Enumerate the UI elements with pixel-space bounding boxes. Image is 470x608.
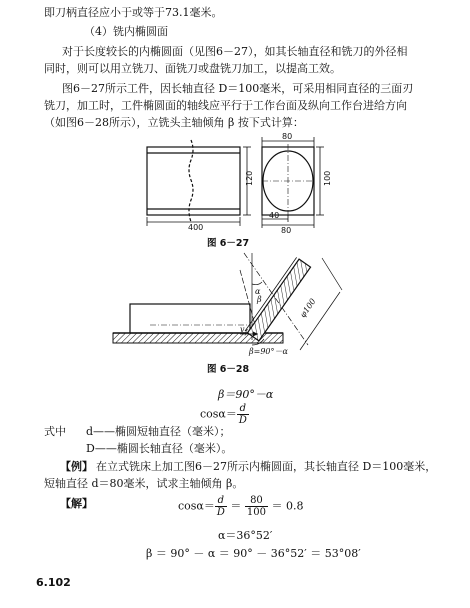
- dim-side: 100: [323, 170, 332, 186]
- label-alpha: α: [255, 287, 261, 296]
- section-heading: （4）铣内椭圆面: [84, 25, 168, 38]
- label-vf-sub: f: [245, 329, 248, 336]
- text-line: 图6－27所示工件，因长轴直径 D＝100毫米，可采用相同直径的三面刃: [62, 82, 414, 95]
- solution-tag: 【解】: [60, 497, 93, 510]
- formula-lhs: cosα＝: [200, 407, 237, 421]
- figure-caption: 图 6－28: [207, 364, 250, 375]
- fraction-denominator: D: [216, 507, 225, 518]
- text-line: 即刀柄直径应小于或等于73.1毫米。: [44, 6, 223, 19]
- fraction-denominator: D: [238, 415, 247, 426]
- example-text: 在立式铣床上加工图6－27所示内椭圆面，其长轴直径 D＝100毫米，: [96, 460, 437, 473]
- text-line: （如图6－28所示），立铣头主轴倾角 β 按下式计算：: [44, 116, 304, 129]
- solution-lhs: cosα＝: [178, 499, 215, 513]
- formula-cos: [200, 403, 249, 426]
- dim-top: 80: [282, 132, 293, 141]
- example-text: 短轴直径 d＝80毫米，试求主轴倾角 β。: [44, 477, 244, 490]
- label-relation: β=90°－α: [249, 347, 288, 356]
- dim-length: 400: [188, 223, 204, 232]
- formula-beta: β＝90°－α: [218, 388, 274, 401]
- solution-alpha: α＝36°52′: [218, 529, 273, 542]
- where-d: d——椭圆短轴直径（毫米）；: [86, 425, 231, 438]
- fraction-numerator: 80: [245, 495, 268, 507]
- solution-equals: ＝: [230, 499, 242, 513]
- text-line: 铣刀，加工时，工件椭圆面的轴线应平行于工作台面及纵向工作台进给方向: [44, 99, 407, 112]
- solution-result: ＝ 0.8: [271, 499, 304, 513]
- label-beta: β: [257, 295, 262, 304]
- fraction-denominator: 100: [246, 507, 266, 518]
- dim-w80: 80: [281, 226, 292, 235]
- text-line: 同时，则可以用立铣刀、面铣刀或盘铣刀加工，以提高工效。: [44, 62, 341, 75]
- where-D: D——椭圆长轴直径（毫米）。: [86, 442, 233, 455]
- where-intro: 式中: [44, 425, 66, 438]
- fraction-numerator: d: [215, 495, 227, 507]
- solution-cos: [178, 495, 303, 518]
- text-line: 对于长度较长的内椭圆面（见图6－27），如其长轴直径和铣刀的外径相: [62, 45, 408, 58]
- figure-caption: 图 6－27: [207, 238, 250, 249]
- label-vf: v: [240, 325, 245, 334]
- label-diameter: φ100: [298, 296, 318, 320]
- fraction-numerator: d: [237, 403, 249, 415]
- dim-w40: 40: [269, 211, 280, 220]
- solution-beta: β ＝ 90° － α ＝ 90° － 36°52′ ＝ 53°08′: [146, 547, 361, 560]
- page-number: 6.102: [36, 576, 71, 589]
- dim-height: 120: [245, 170, 254, 186]
- example-tag: 【例】: [60, 460, 93, 473]
